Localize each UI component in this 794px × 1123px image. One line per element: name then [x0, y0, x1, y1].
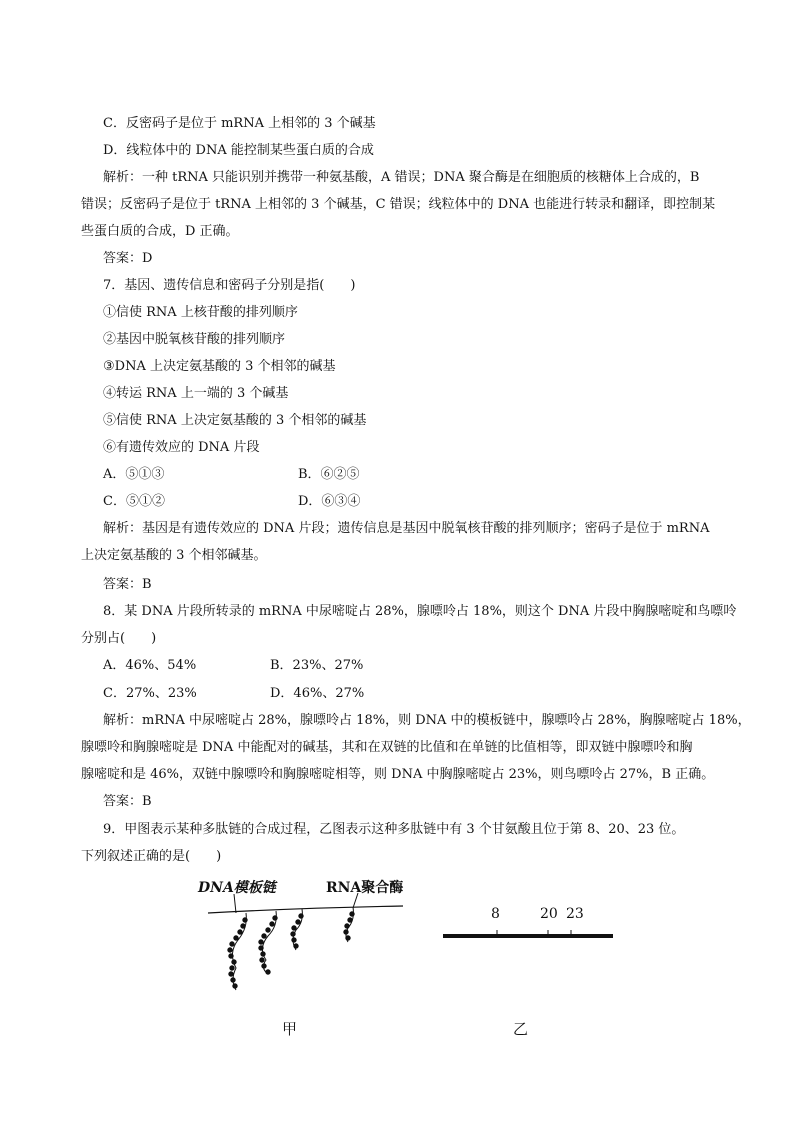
analysis-line: 错误；反密码子是位于 tRNA 上相邻的 3 个碱基，C 错误；线粒体中的 DNA 也能进行转录和翻译，即控制某 — [81, 197, 716, 212]
dna-template-label: DNA模板链 — [198, 880, 276, 896]
rna-strand-2 — [259, 911, 277, 974]
analysis-line: 解析：基因是有遗传效应的 DNA 片段；遗传信息是基因中脱氧核苷酸的排列顺序；密码子是位于 mRNA — [103, 521, 710, 536]
analysis-line: 腺嘧啶和是 46%，双链中腺嘌呤和胸腺嘧啶相等，则 DNA 中胸腺嘧啶占 23%，则鸟嘌呤占 27%，B 正确。 — [81, 767, 715, 782]
q7-option-c: C．⑤①② — [103, 494, 165, 509]
statement-3: ③DNA 上决定氨基酸的 3 个相邻的碱基 — [103, 359, 336, 374]
peptide-chain-diagram — [440, 926, 620, 946]
q8-option-c: C．27%、23% — [103, 686, 197, 701]
figure-yi-caption: 乙 — [513, 1020, 529, 1038]
rna-strand-3 — [291, 909, 303, 950]
rna-strand-4 — [344, 907, 354, 942]
q8-option-d: D．46%、27% — [270, 686, 365, 701]
q7-option-b: B．⑥②⑤ — [298, 467, 360, 482]
q8-option-a: A．46%、54% — [103, 658, 197, 673]
option-d: D．线粒体中的 DNA 能控制某些蛋白质的合成 — [103, 143, 374, 158]
tick-label-23: 23 — [566, 906, 584, 922]
statement-5: ⑤信使 RNA 上决定氨基酸的 3 个相邻的碱基 — [103, 413, 367, 428]
question-9: 下列叙述正确的是( ) — [81, 849, 222, 864]
rna-polymerase-label: RNA聚合酶 — [326, 880, 404, 896]
transcription-diagram — [198, 888, 418, 998]
analysis-line: 腺嘌呤和胸腺嘧啶是 DNA 中能配对的碱基，其和在双链的比值和在单链的比值相等，即双链中腺嘌呤和胸 — [81, 740, 693, 755]
answer: 答案：D — [103, 251, 153, 266]
analysis-line: 上决定氨基酸的 3 个相邻碱基。 — [81, 548, 267, 563]
analysis-line: 解析：mRNA 中尿嘧啶占 28%，腺嘌呤占 18%，则 DNA 中的模板链中，腺嘌呤占 28%，胸腺嘧啶占 18%， — [103, 713, 751, 728]
dna-label-pointer — [234, 894, 236, 913]
q7-option-d: D．⑥③④ — [298, 494, 361, 509]
q8-option-b: B．23%、27% — [270, 658, 364, 673]
statement-6: ⑥有遗传效应的 DNA 片段 — [103, 440, 260, 455]
question-8: 分别占( ) — [81, 631, 157, 646]
analysis-line: 解析：一种 tRNA 只能识别并携带一种氨基酸，A 错误；DNA 聚合酶是在细胞质的核糖体上合成的，B — [103, 170, 700, 185]
analysis-line: 些蛋白质的合成，D 正确。 — [81, 224, 239, 239]
rna-label-pointer — [353, 893, 358, 908]
statement-2: ②基因中脱氧核苷酸的排列顺序 — [103, 332, 286, 347]
question-8: 8．某 DNA 片段所转录的 mRNA 中尿嘧啶占 28%，腺嘌呤占 18%，则这个 DNA 片段中胸腺嘧啶和鸟嘌呤 — [103, 604, 737, 619]
question-9: 9．甲图表示某种多肽链的合成过程，乙图表示这种多肽链中有 3 个甘氨酸且位于第 8、20、23 位。 — [103, 822, 685, 837]
tick-label-20: 20 — [540, 906, 558, 922]
tick-label-8: 8 — [491, 906, 500, 922]
answer: 答案：B — [103, 577, 152, 592]
statement-4: ④转运 RNA 上一端的 3 个碱基 — [103, 386, 289, 401]
question-7: 7．基因、遗传信息和密码子分别是指( ) — [103, 278, 356, 293]
statement-1: ①信使 RNA 上核苷酸的排列顺序 — [103, 305, 298, 320]
option-c: C．反密码子是位于 mRNA 上相邻的 3 个碱基 — [103, 116, 376, 131]
rna-strand-1 — [228, 913, 247, 990]
q7-option-a: A．⑤①③ — [103, 467, 165, 482]
answer: 答案：B — [103, 794, 152, 809]
dna-strand — [208, 906, 403, 913]
figure-jia-caption: 甲 — [282, 1020, 298, 1038]
